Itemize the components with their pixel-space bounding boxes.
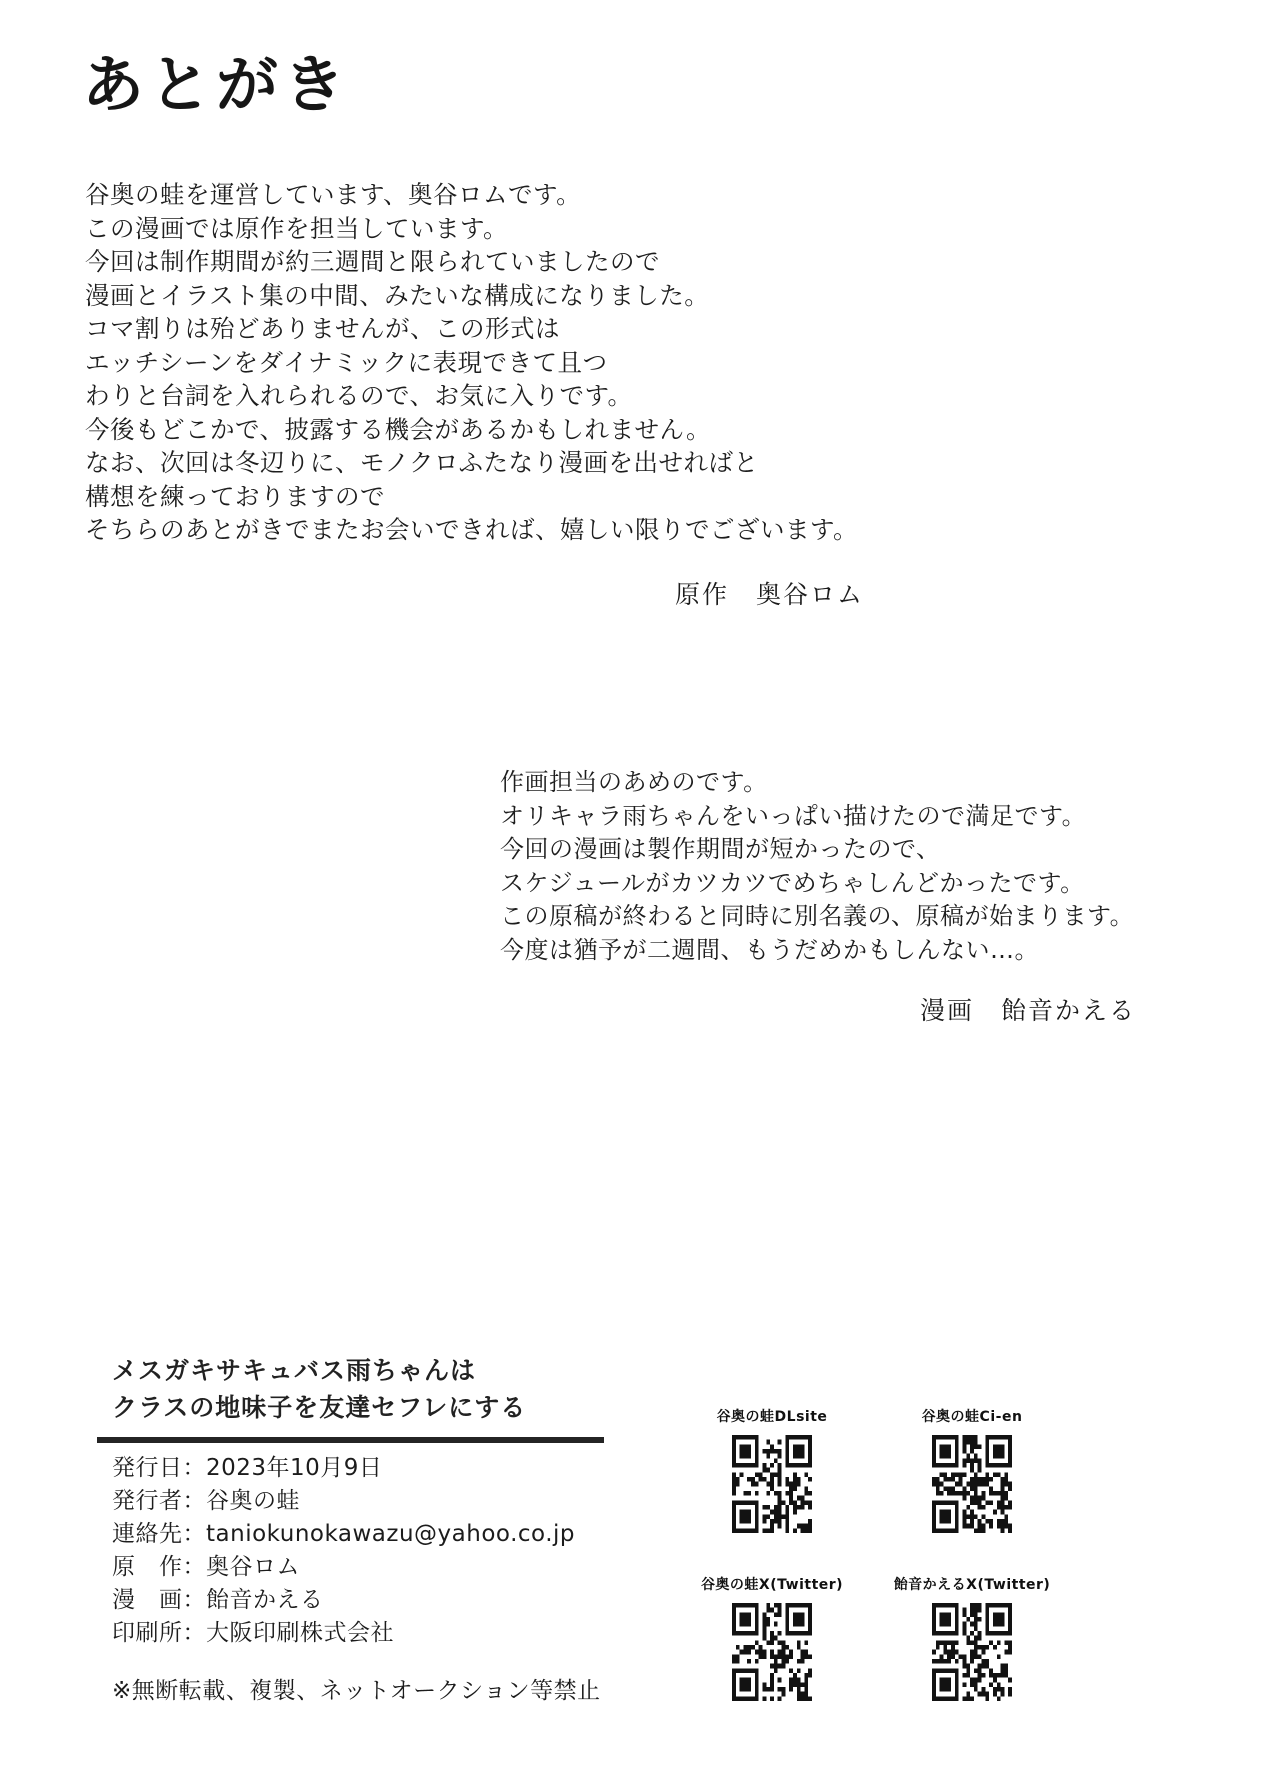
qr-code-cien [932,1435,1012,1533]
qr-block-dlsite [662,1406,882,1533]
colophon-printer: 印刷所：大阪印刷株式会社 [112,1620,394,1646]
qr-label-dlsite: 谷奥の蛙DLsite [716,1409,828,1425]
colophon-manga-artist: 漫 画：飴音かえる [112,1587,324,1613]
divider-rule [97,1437,604,1443]
note-line: エッチシーンをダイナミックに表現できて且つ [85,347,608,377]
qr-block-cien [862,1406,1082,1533]
note-line: スケジュールがカツカツでめちゃしんどかったです。 [500,868,1085,897]
colophon-details [112,1452,575,1650]
colophon-original-author: 原 作：奥谷ロム [112,1554,300,1580]
colophon-contact-email: 連絡先：taniokunokawazu@yahoo.co.jp [112,1521,576,1547]
note-line: この原稿が終わると同時に別名義の、原稿が始まります。 [500,902,1135,931]
note-line: 今後もどこかで、披露する機会があるかもしれません。 [85,414,711,444]
note-line: 今度は猶予が二週間、もうだめかもしんない…。 [500,935,1039,964]
note-line: 作画担当のあめのです。 [500,768,768,796]
note-line: 構想を練っておりますので [85,481,385,511]
note-line: そちらのあとがきでまたお会いできれば、嬉しい限りでございます。 [85,515,859,544]
qr-label-amenekaeru-twitter: 飴音かえるX(Twitter) [893,1577,1051,1593]
qr-code-amenekaeru-twitter [932,1603,1012,1701]
work-title-line: メスガキサキュバス雨ちゃんは [112,1356,477,1385]
note-line: 谷奥の蛙を運営しています、奥谷ロムです。 [85,180,582,209]
qr-label-cien: 谷奥の蛙Ci-en [921,1409,1023,1425]
qr-block-amenekaeru-twitter [862,1574,1082,1701]
page-title: あとがき [82,48,351,121]
note-line: 今回の漫画は製作期間が短かったので、 [500,835,941,864]
author-note-ameno [500,766,1134,968]
work-title-line: クラスの地味子を友達セフレにする [112,1393,527,1422]
note-line: この漫画では原作を担当しています。 [85,213,509,243]
note-line: コマ割りは殆どありませんが、この形式は [85,314,560,343]
colophon-publish-date: 発行日：2023年10月9日 [112,1455,383,1481]
colophon-publisher: 発行者：谷奥の蛙 [112,1488,300,1514]
work-title [112,1352,526,1426]
qr-block-taniokunokawazu-twitter [662,1574,882,1701]
qr-label-taniokunokawazu-twitter: 谷奥の蛙X(Twitter) [700,1577,844,1593]
copyright-notice: ※無断転載、複製、ネットオークション等禁止 [112,1678,601,1704]
signature-ameno: 漫画 飴音かえる [920,996,1137,1025]
author-note-okutani [85,178,858,547]
note-line: オリキャラ雨ちゃんをいっぱい描けたので満足です。 [500,801,1087,830]
qr-code-taniokunokawazu-twitter [732,1603,812,1701]
note-line: わりと台詞を入れられるので、お気に入りです。 [85,381,633,410]
qr-code-dlsite [732,1435,812,1533]
signature-okutani: 原作 奥谷ロム [675,580,865,609]
note-line: なお、次回は冬辺りに、モノクロふたなり漫画を出せればと [85,448,759,477]
note-line: 今回は制作期間が約三週間と限られていましたので [85,247,660,276]
note-line: 漫画とイラスト集の中間、みたいな構成になりました。 [85,280,710,310]
